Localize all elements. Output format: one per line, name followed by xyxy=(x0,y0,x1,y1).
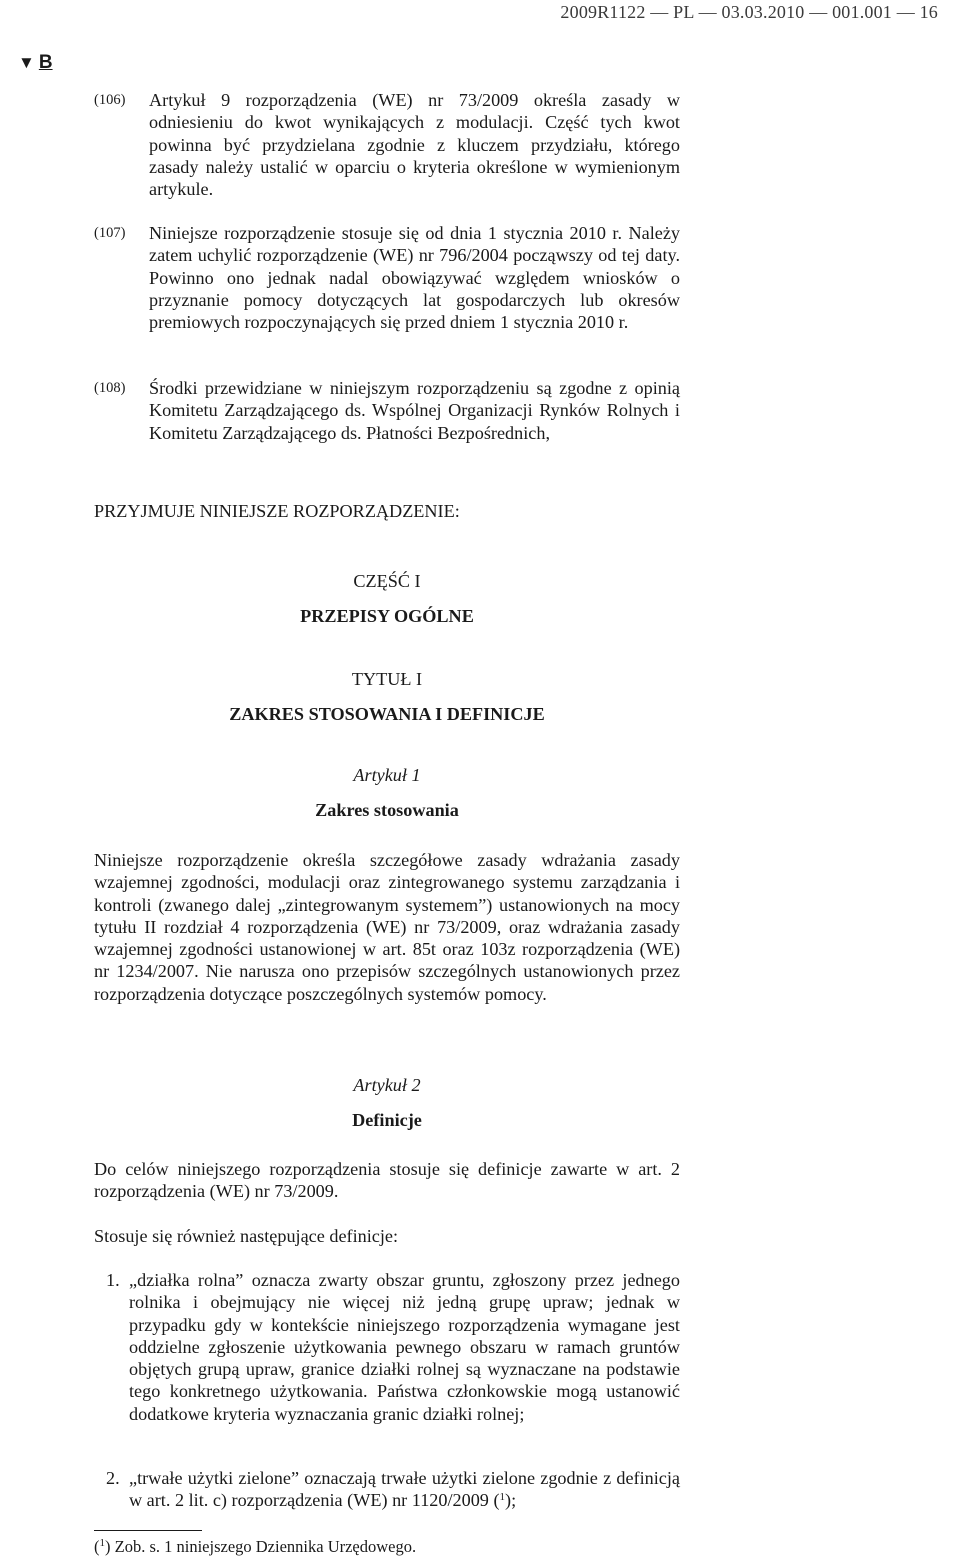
footnote: ($^1$) Zob. s. 1 niniejszego Dziennika Urzędowego. xyxy=(94,1537,417,1556)
recital-number: (106) xyxy=(94,92,126,108)
part-title: PRZEPISY OGÓLNE xyxy=(300,606,474,626)
recital-number: (107) xyxy=(94,225,126,241)
amendment-letter: B xyxy=(38,52,53,73)
article-2-also: Stosuje się również następujące definicje: xyxy=(94,1226,399,1246)
definition-text-tail: ); xyxy=(505,1490,517,1511)
definition-text: „działka rolna” oznacza zwarty obszar gruntu, zgłoszony przez jednego rolnika i obejmujący nie więcej niż jedną grupę upraw; jednak w przypadku gdy w kontekście niniejszego rozporządzenia wymagane jest oddzielne zgłoszenie użytkowania pewnego obszaru w ramach gruntów objętych grupą upraw, granice działki rolnej są wyznaczane na podstawie tego konkretnego użytkowania. Państwa członkowskie mogą ustanowić dodatkowe kryteria wyznaczania granic działki rolnej; xyxy=(129,1270,680,1424)
recital-text: Artykuł 9 rozporządzenia (WE) nr 73/2009 określa zasady w odniesieniu do kwot wynikających z modulacji. Część tych kwot powinna być przydzielana zgodnie z kluczem przydziału, którego zasady należy ustalić w oparciu o kryteria określone w wymienionym artykule. xyxy=(149,90,680,200)
adoption-formula: PRZYJMUJE NINIEJSZE ROZPORZĄDZENIE: xyxy=(94,501,460,521)
article-1-title: Zakres stosowania xyxy=(315,800,459,820)
definition-item-1 xyxy=(94,1269,680,1425)
article-2-intro: Do celów niniejszego rozporządzenia stosuje się definicje zawarte w art. 2 rozporządzenia (WE) nr 73/2009. xyxy=(94,1159,680,1202)
recital-text: Niniejsze rozporządzenie stosuje się od dnia 1 stycznia 2010 r. Należy zatem uchylić rozporządzenie (WE) nr 796/2004 począwszy od tej daty. Powinno ono jednak nadal obowiązywać względem wniosków o przyznanie pomocy dotyczących lat gospodarczych lub okresów premiowych rozpoczynających się przed dniem 1 stycznia 2010 r. xyxy=(149,223,680,333)
footnote-text: Zob. s. 1 niniejszego Dziennika Urzędowego. xyxy=(114,1537,417,1556)
page-header: 2009R1122 — PL — 03.03.2010 — 001.001 — 16 xyxy=(560,2,938,22)
recital-text: Środki przewidziane w niniejszym rozporządzeniu są zgodne z opinią Komitetu Zarządzającego ds. Wspólnej Organizacji Rynków Rolnych i Komitetu Zarządzającego ds. Płatności Bezpośrednich, xyxy=(149,378,680,443)
footnote-divider xyxy=(94,1530,202,1531)
definition-text xyxy=(129,1467,680,1512)
amendment-marker xyxy=(18,52,53,74)
part-label: CZĘŚĆ I xyxy=(353,571,421,591)
footnote-ref[interactable]: 1 xyxy=(499,1491,506,1504)
list-number: 2. xyxy=(106,1468,120,1488)
article-2-label: Artykuł 2 xyxy=(353,1075,421,1095)
definition-text-body: „trwałe użytki zielone” oznaczają trwałe użytki zielone zgodnie z definicją w art. 2 lit. c) rozporządzenia (WE) nr 1120/2009 ( xyxy=(129,1468,680,1511)
recital-108 xyxy=(94,377,680,444)
footnote-marker: 1 xyxy=(99,1537,105,1549)
triangle-down-icon: ▼ xyxy=(18,53,35,72)
recital-number: (108) xyxy=(94,380,126,396)
article-1-text: Niniejsze rozporządzenie określa szczegółowe zasady wdrażania zasady wzajemnej zgodności, modulacji oraz zintegrowanego systemu zarządzania i kontroli (zwanego dalej „zintegrowanym systemem”) ustanowionych na mocy tytułu II rozdział 4 rozporządzenia (WE) nr 73/2009, oraz wdrażania zasady wzajemnej zgodności ustanowionej w art. 85t oraz 103z rozporządzenia (WE) nr 1234/2007. Nie narusza ono przepisów szczególnych ustanowionych przez rozporządzenia dotyczące poszczególnych systemów pomocy. xyxy=(94,850,680,1004)
article-1-label: Artykuł 1 xyxy=(353,765,421,785)
title-heading: ZAKRES STOSOWANIA I DEFINICJE xyxy=(229,704,545,724)
list-number: 1. xyxy=(106,1270,120,1290)
definition-item-2 xyxy=(94,1467,680,1512)
recital-106 xyxy=(94,89,680,200)
recital-107 xyxy=(94,222,680,333)
title-label: TYTUŁ I xyxy=(351,669,423,689)
article-2-title: Definicje xyxy=(352,1110,422,1130)
